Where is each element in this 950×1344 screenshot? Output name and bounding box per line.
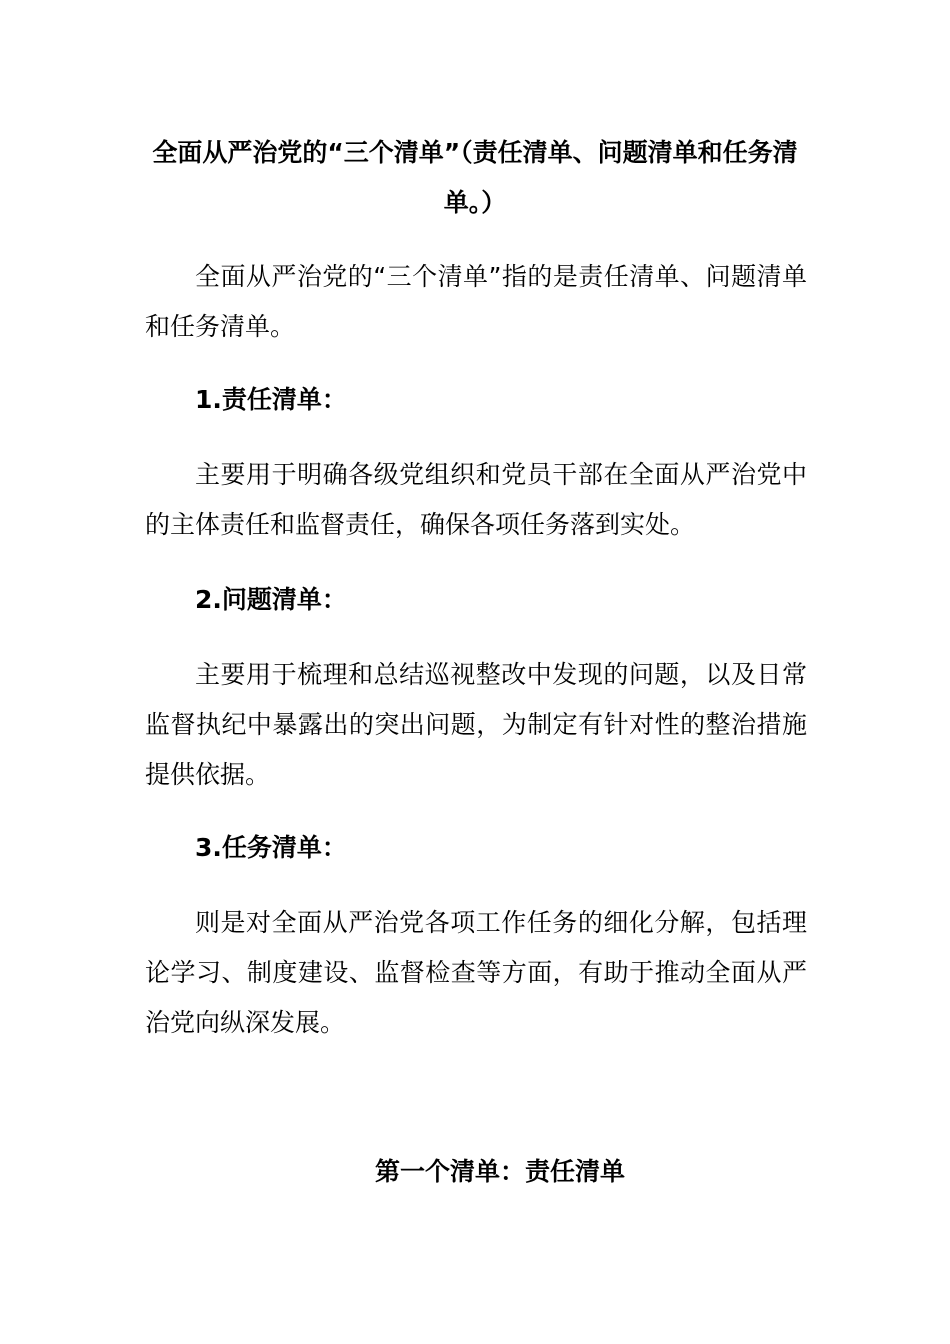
section-heading-problems: 2.问题清单：: [195, 585, 347, 614]
section-heading-tasks: 3.任务清单：: [195, 833, 347, 862]
section-body-problems: 主要用于梳理和总结巡视整改中发现的问题，以及日常监督执纪中暴露出的突出问题，为制定有针对性的整治措施提供依据。: [145, 660, 807, 789]
intro-paragraph: 全面从严治党的“三个清单”指的是责任清单、问题清单和任务清单。: [145, 262, 807, 341]
section-body-tasks: 则是对全面从严治党各项工作任务的细化分解，包括理论学习、制度建设、监督检查等方面，有助于推动全面从严治党向纵深发展。: [145, 908, 807, 1037]
first-list-title: 第一个清单：责任清单: [374, 1157, 625, 1186]
section-heading-responsibility: 1.责任清单：: [195, 385, 347, 414]
document-title: 全面从严治党的“三个清单”（责任清单、问题清单和任务清单。）: [152, 138, 798, 217]
section-body-responsibility: 主要用于明确各级党组织和党员干部在全面从严治党中的主体责任和监督责任，确保各项任务落到实处。: [145, 460, 807, 539]
